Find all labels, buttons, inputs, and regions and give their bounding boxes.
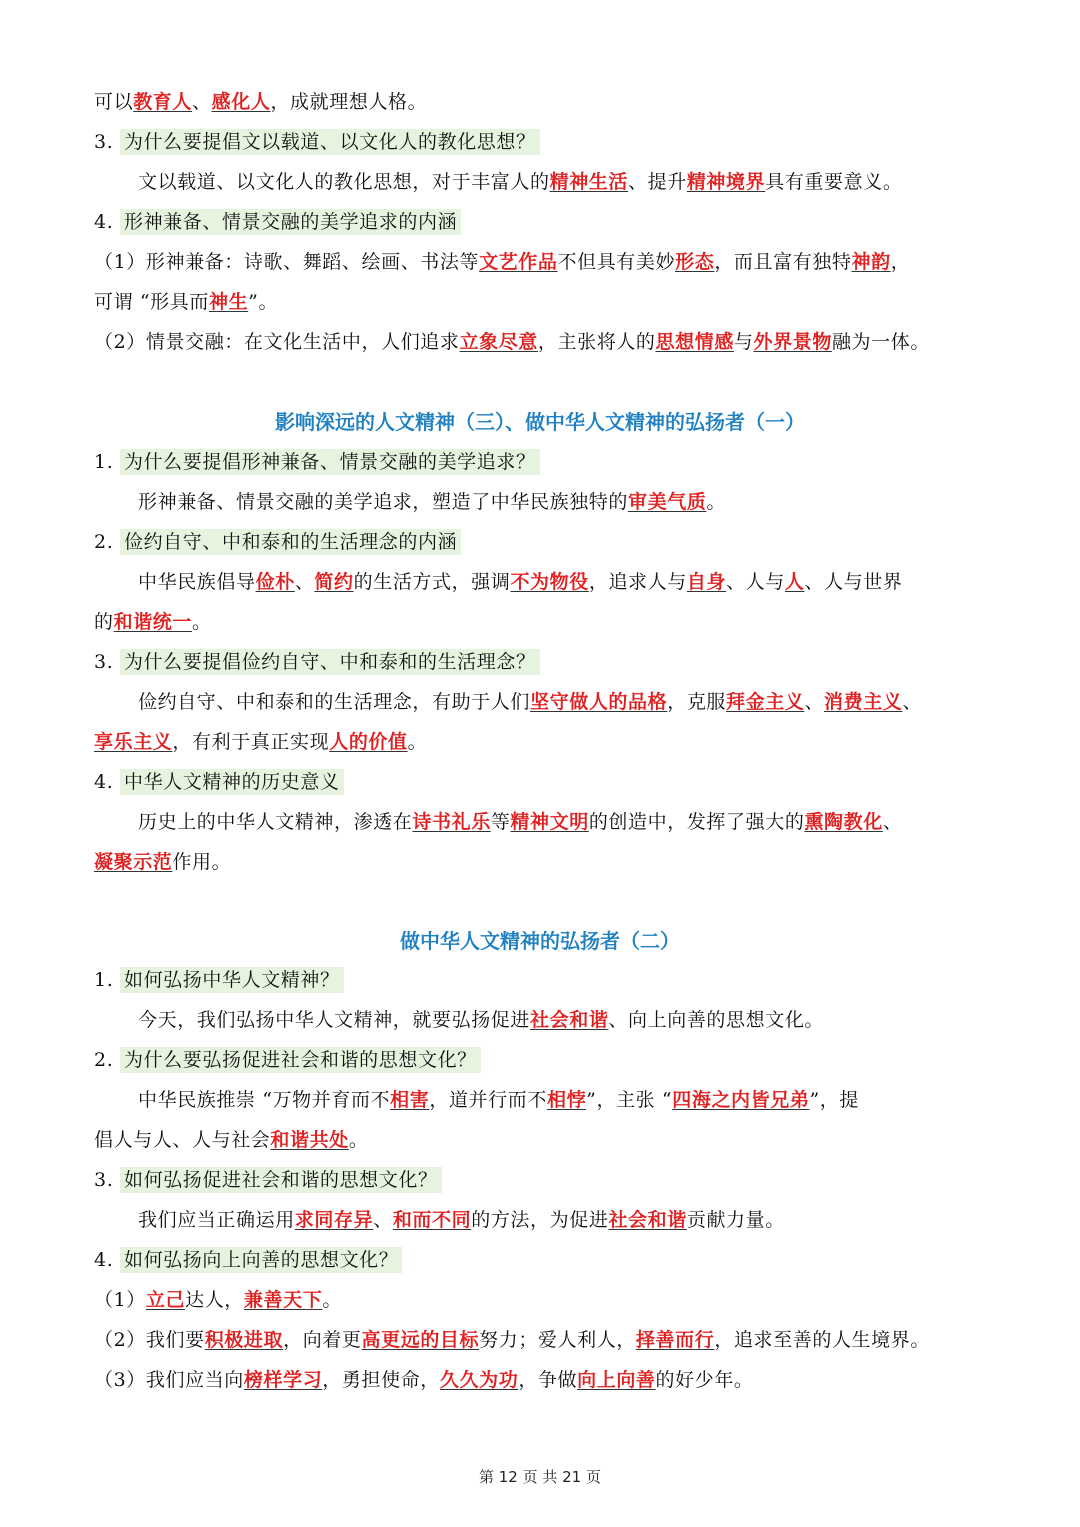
keyword: 坚守做人的品格 [530,691,668,713]
keyword: 兼善天下 [243,1289,323,1311]
text-run: 、 [902,691,923,713]
text-run: ，而且富有独特 [714,251,852,273]
question-heading: 如何弘扬向上向善的思想文化？ [120,1247,402,1273]
keyword: 人 [784,571,805,593]
text-run: 今天，我们弘扬中华人文精神，就要弘扬促进 [138,1009,531,1031]
text-run: 文以载道、以文化人的教化思想，对于丰富人的 [138,171,550,193]
text-line [94,327,994,357]
text-run: 努力；爱人利人， [479,1329,636,1351]
text-line [94,727,994,757]
question-heading: 俭约自守、中和泰和的生活理念的内涵 [120,529,461,555]
text-run: 3. [94,131,120,153]
text-line [94,767,994,797]
text-line [94,447,994,477]
text-run: 。 [348,1129,369,1151]
keyword: 四海之内皆兄弟 [672,1089,810,1111]
text-run: ， [890,251,911,273]
text-run: （1）形神兼备：诗歌、舞蹈、绘画、书法等 [94,251,480,273]
text-run: （2）情景交融：在文化生活中，人们追求 [94,331,460,353]
keyword: 立己 [145,1289,186,1311]
text-run: 历史上的中华人文精神，渗透在 [138,811,413,833]
keyword: 求同存异 [294,1209,374,1231]
text-run: 4. [94,771,120,793]
text-run: 2. [94,1049,120,1071]
text-run: 的生活方式，强调 [353,571,511,593]
keyword: 诗书礼乐 [412,811,491,833]
text-run: ，成就理想人格。 [270,91,428,113]
keyword: 凝聚示范 [94,851,173,873]
keyword: 外界景物 [753,331,832,353]
text-run: 1. [94,451,120,473]
text-run: 达人， [185,1289,244,1311]
text-run: 融为一体。 [831,331,930,353]
text-run: 、向上向善的思想文化。 [608,1009,825,1031]
question-heading: 中华人文精神的历史意义 [120,769,344,795]
text-run: 作用。 [172,851,232,873]
text-line [94,527,994,557]
question-heading: 为什么要提倡文以载道、以文化人的教化思想？ [120,129,540,155]
keyword: 教育人 [133,91,193,113]
text-run: 、 [804,691,825,713]
text-line [94,1325,994,1355]
text-run: 倡人与人、人与社会 [94,1129,271,1151]
text-run: 具有重要意义。 [765,171,903,193]
keyword: 积极进取 [204,1329,284,1351]
text-run: （2）我们要 [94,1329,205,1351]
question-heading: 如何弘扬促进社会和谐的思想文化？ [120,1167,442,1193]
keyword: 消费主义 [824,691,903,713]
text-run: ，追求人与 [588,571,687,593]
text-line [94,1285,994,1315]
keyword: 思想情感 [655,331,734,353]
text-run: ”，提 [809,1089,859,1111]
text-run: 可谓 “形具而 [94,291,209,313]
text-line [94,287,994,317]
text-run: 。 [192,611,212,633]
keyword: 社会和谐 [608,1209,687,1231]
keyword: 神韵 [851,251,891,273]
text-run: 可以 [94,91,134,113]
text-run: 我们应当正确运用 [138,1209,295,1231]
question-heading: 如何弘扬中华人文精神？ [120,967,344,993]
question-heading: 为什么要提倡俭约自守、中和泰和的生活理念？ [120,649,540,675]
section-heading-2: 做中华人文精神的弘扬者（二） [400,929,680,953]
text-run: 、人与 [726,571,785,593]
text-line [94,127,994,157]
text-line [138,1005,1038,1035]
text-run: 4. [94,211,120,233]
text-run: ，追求至善的人生境界。 [714,1329,930,1351]
keyword: 形态 [675,251,715,273]
text-run: ，勇担使命， [322,1369,440,1391]
text-run: （3）我们应当向 [94,1369,244,1391]
text-run: 3. [94,651,120,673]
keyword: 享乐主义 [94,731,173,753]
text-line [138,687,1038,717]
text-run: 中华民族推崇 “万物并育而不 [138,1089,391,1111]
text-line [94,1045,994,1075]
keyword: 自身 [686,571,727,593]
text-run: 2. [94,531,120,553]
page-footer: 第 12 页 共 21 页 [478,1468,601,1486]
text-run: 不但具有美妙 [557,251,676,273]
text-run: ，有利于真正实现 [172,731,330,753]
text-run: 、提升 [628,171,687,193]
keyword: 简约 [314,571,354,593]
keyword: 榜样学习 [243,1369,323,1391]
text-line [94,847,994,877]
text-run: （1） [94,1289,146,1311]
text-run: 的 [94,611,114,633]
text-run: 的创造中，发挥了强大的 [588,811,805,833]
keyword: 社会和谐 [530,1009,609,1031]
text-line [94,1245,994,1275]
keyword: 熏陶教化 [804,811,883,833]
text-run: 的好少年。 [655,1369,754,1391]
keyword: 相害 [390,1089,430,1111]
text-line [94,607,994,637]
text-run: 、人与世界 [804,571,903,593]
text-line [94,247,994,277]
keyword: 感化人 [211,91,271,113]
text-line [94,1165,994,1195]
text-line [94,965,994,995]
keyword: 相悖 [546,1089,587,1111]
keyword: 俭朴 [255,571,295,593]
keyword: 久久为功 [439,1369,519,1391]
keyword: 文艺作品 [479,251,558,273]
keyword: 择善而行 [635,1329,715,1351]
text-line [94,647,994,677]
question-heading: 形神兼备、情景交融的美学追求的内涵 [120,209,461,235]
text-line [94,87,994,117]
text-run: 4. [94,1249,120,1271]
text-run: 贡献力量。 [686,1209,785,1231]
keyword: 神生 [208,291,249,313]
keyword: 和谐共处 [270,1129,349,1151]
text-line [138,807,1038,837]
keyword: 和而不同 [392,1209,472,1231]
text-line [94,1125,994,1155]
text-run: 、 [882,811,903,833]
text-run: 。 [322,1289,342,1311]
text-run: ，道并行而不 [429,1089,547,1111]
question-heading: 为什么要提倡形神兼备、情景交融的美学追求？ [120,449,540,475]
section-heading-1: 影响深远的人文精神（三）、做中华人文精神的弘扬者（一） [275,410,805,434]
keyword: 拜金主义 [726,691,805,713]
text-run: 形神兼备、情景交融的美学追求，塑造了中华民族独特的 [138,491,629,513]
text-run: 。 [706,491,727,513]
text-line [138,167,1038,197]
keyword: 向上向善 [577,1369,656,1391]
text-line [138,1205,1038,1235]
text-run: 与 [733,331,754,353]
text-run: 。 [407,731,428,753]
text-line [138,487,1038,517]
text-run: ，克服 [667,691,727,713]
text-run: ”，主张 “ [586,1089,673,1111]
text-run: 中华民族倡导 [138,571,256,593]
text-run: 俭约自守、中和泰和的生活理念，有助于人们 [138,691,531,713]
keyword: 不为物役 [510,571,589,593]
question-heading: 为什么要弘扬促进社会和谐的思想文化？ [120,1047,481,1073]
text-run: 3. [94,1169,120,1191]
text-line [94,207,994,237]
text-line [138,1085,1038,1115]
keyword: 和谐统一 [113,611,193,633]
text-line [138,567,1038,597]
text-run: 、 [192,91,212,113]
keyword: 立象尽意 [459,331,538,353]
text-run: ，争做 [518,1369,578,1391]
text-run: 、 [373,1209,393,1231]
keyword: 精神生活 [549,171,629,193]
text-run: 1. [94,969,120,991]
keyword: 审美气质 [628,491,707,513]
text-run: 等 [490,811,511,833]
keyword: 精神文明 [510,811,589,833]
text-run: 、 [294,571,315,593]
keyword: 精神境界 [686,171,766,193]
text-run: ，主张将人的 [537,331,656,353]
text-run: ，向着更 [283,1329,362,1351]
text-run: 的方法，为促进 [471,1209,609,1231]
keyword: 高更远的目标 [361,1329,480,1351]
text-run: ”。 [248,291,279,313]
keyword: 人的价值 [329,731,408,753]
text-line [94,1365,994,1395]
